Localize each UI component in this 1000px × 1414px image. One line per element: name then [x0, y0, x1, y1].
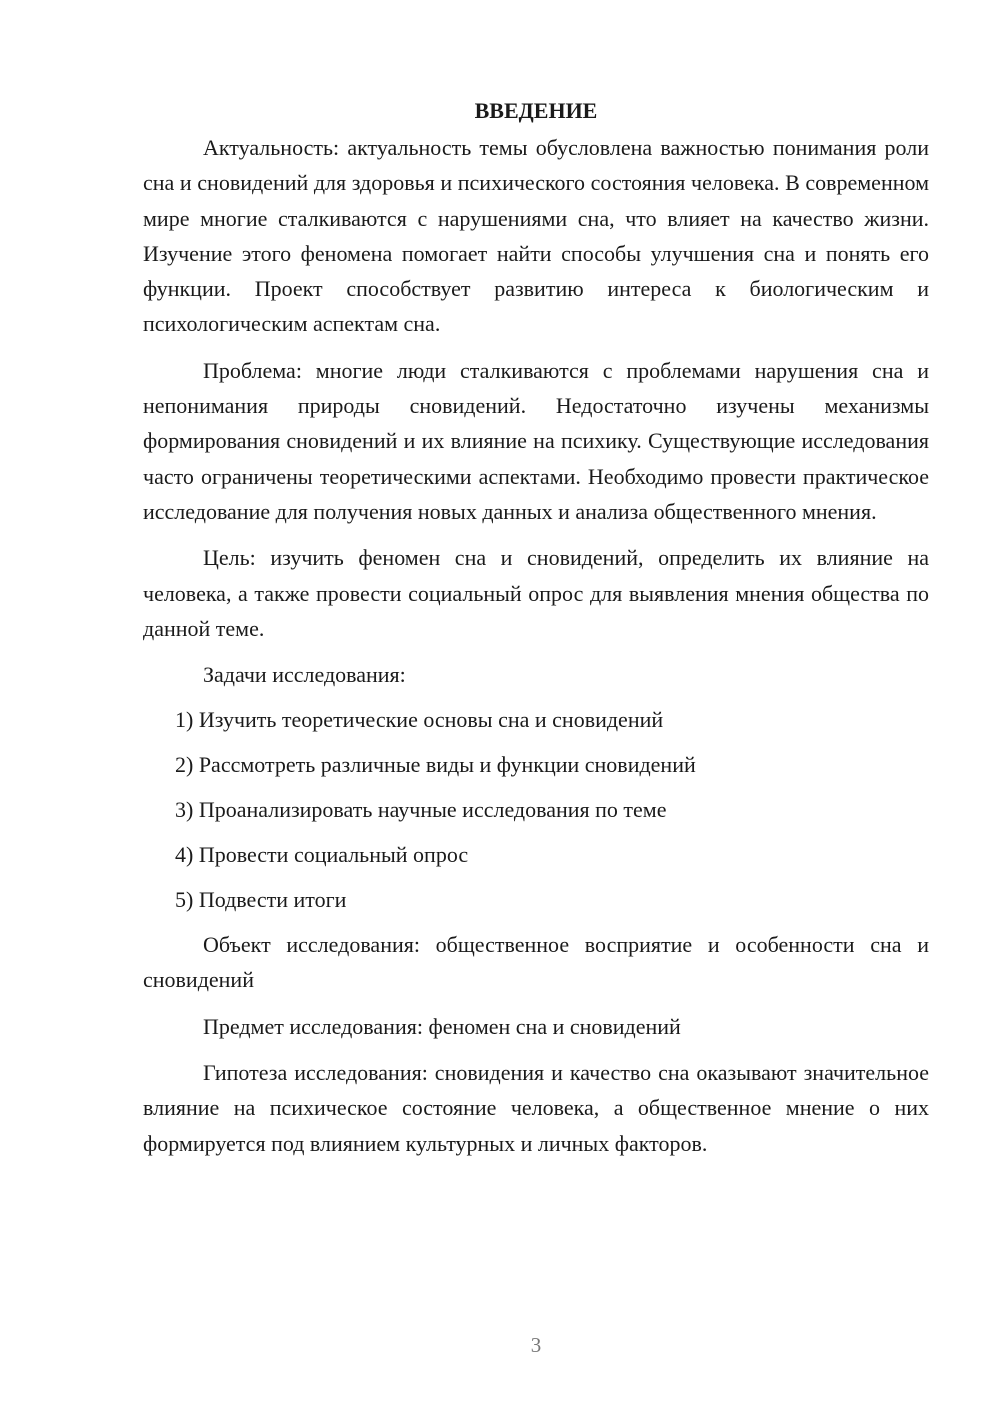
page-title: ВВЕДЕНИЕ [474, 98, 598, 123]
list-item: 1) Изучить теоретические основы сна и сновидений [175, 707, 664, 733]
paragraph-relevance: Актуальность: актуальность темы обусловлена важностью понимания роли сна и сновидений для здоровья и психического состояния человека. В современном мире многие сталкиваются с нарушениями сна, что влияет на качество жизни. Изучение этого феномена помогает найти способы улучшения сна и понять его функции. Проект способствует развитию интереса к биологическим и психологическим аспектам сна. [143, 135, 929, 337]
paragraph-object: Объект исследования: общественное восприятие и особенности сна и сновидений [143, 932, 929, 993]
list-item: 2) Рассмотреть различные виды и функции сновидений [175, 752, 696, 778]
list-item: 4) Провести социальный опрос [175, 842, 469, 868]
paragraph-problem: Проблема: многие люди сталкиваются с проблемами нарушения сна и непонимания природы сновидений. Недостаточно изучены механизмы формирования сновидений и их влияние на психику. Существующие исследования часто ограничены теоретическими аспектами. Необходимо провести практическое исследование для получения новых данных и анализа общественного мнения. [143, 357, 929, 524]
page-number: 3 [530, 1333, 542, 1357]
list-item: 5) Подвести итоги [175, 887, 347, 913]
list-item: 3) Проанализировать научные исследования по теме [175, 797, 667, 823]
task-list [143, 702, 929, 917]
paragraph-goal: Цель: изучить феномен сна и сновидений, определить их влияние на человека, а также провести социальный опрос для выявления мнения общества по данной теме. [143, 545, 929, 641]
paragraph-subject: Предмет исследования: феномен сна и сновидений [203, 1013, 681, 1039]
paragraph-hypothesis: Гипотеза исследования: сновидения и качество сна оказывают значительное влияние на психическое состояние человека, а общественное мнение о них формируется под влиянием культурных и личных факторов. [143, 1060, 929, 1156]
document-page [143, 96, 929, 1172]
tasks-heading: Задачи исследования: [203, 662, 406, 688]
